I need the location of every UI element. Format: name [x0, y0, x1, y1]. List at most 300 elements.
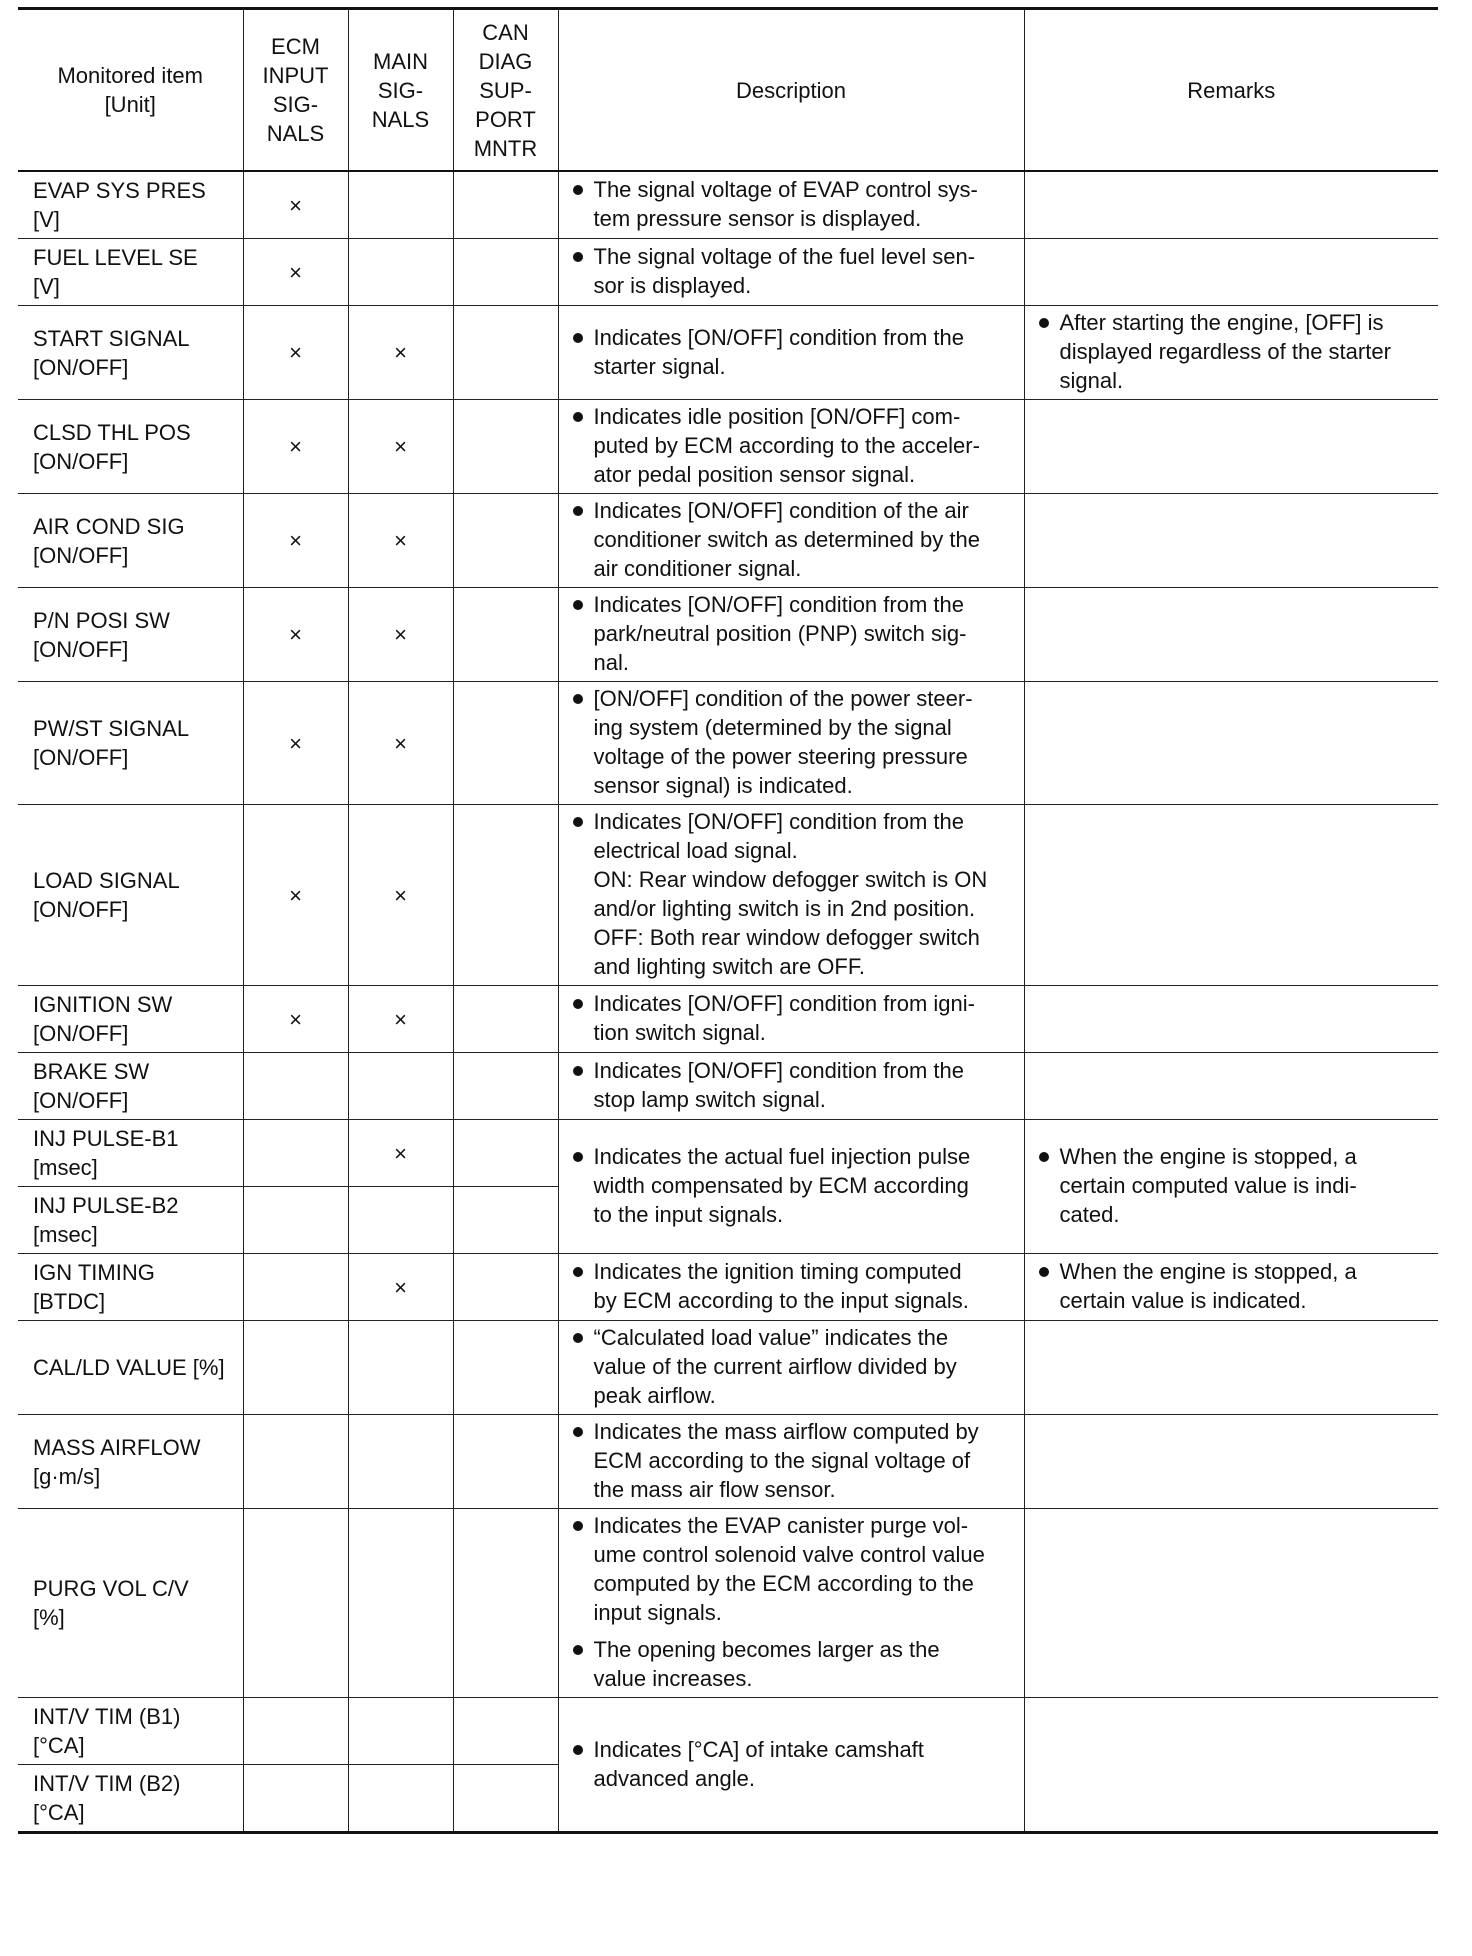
can-diag-cell: [453, 1509, 558, 1698]
text-line: puted by ECM according to the acceler-: [593, 433, 980, 458]
text-line: and/or lighting switch is in 2nd position.: [593, 896, 976, 921]
table-row: [18, 1415, 1438, 1509]
text-line: [%]: [33, 1605, 65, 1630]
text-line: INT/V TIM (B2): [33, 1771, 181, 1796]
description-bullet: [573, 1417, 1012, 1504]
main-signal-cell: [348, 1120, 453, 1187]
table-row: [18, 1698, 1438, 1765]
can-diag-cell: [453, 494, 558, 588]
text-line: Indicates the mass airflow computed by: [593, 1419, 979, 1444]
remarks-cell: [1024, 986, 1438, 1053]
description-bullet: [573, 1511, 1012, 1627]
text-line: value of the current airflow divided by: [593, 1354, 957, 1379]
text-line: LOAD SIGNAL: [33, 868, 180, 893]
text-line: PORT: [475, 106, 536, 132]
description-bullet: [573, 807, 1012, 981]
main-signal-cell: [348, 1698, 453, 1765]
text-line: [g·m/s]: [33, 1463, 101, 1489]
text-line: When the engine is stopped, a: [1059, 1259, 1357, 1284]
text-line: certain value is indicated.: [1059, 1288, 1307, 1313]
description-cell: [558, 1120, 1024, 1254]
description-bullet: [573, 684, 1012, 800]
description-cell: [558, 1321, 1024, 1415]
description-bullet: [573, 402, 1012, 489]
remarks-text: [1060, 308, 1427, 395]
text-line: [msec]: [33, 1222, 98, 1247]
monitor-table-sheet: [18, 7, 1438, 1834]
monitored-item-cell: [18, 494, 243, 588]
description-bullet: [573, 1323, 1012, 1410]
bullet-dot: [573, 185, 583, 195]
monitored-items-table: [18, 7, 1438, 1834]
main-signal-cell: [348, 306, 453, 400]
ecm-input-cell: [243, 171, 348, 239]
description-cell: [558, 171, 1024, 239]
text-line: INJ PULSE-B2: [33, 1193, 179, 1218]
description-text: [594, 402, 1012, 489]
main-signal-mark: ×: [394, 434, 407, 459]
monitored-item-cell: [18, 1415, 243, 1509]
text-line: electrical load signal.: [593, 838, 798, 863]
ecm-input-cell: [243, 682, 348, 805]
ecm-input-cell: [243, 1765, 348, 1833]
text-line: CLSD THL POS: [33, 419, 191, 445]
bullet-dot: [573, 1267, 583, 1277]
text-line: nal.: [593, 650, 629, 675]
can-diag-cell: [453, 986, 558, 1053]
text-line: [ON/OFF]: [33, 1088, 129, 1113]
text-line: IGN TIMING: [33, 1260, 155, 1285]
ecm-input-cell: [243, 1509, 348, 1698]
text-line: Indicates idle position [ON/OFF] com-: [593, 404, 961, 429]
text-line: advanced angle.: [593, 1765, 755, 1791]
description-bullet: [573, 1257, 1012, 1315]
can-diag-cell: [453, 1698, 558, 1765]
ecm-input-cell: [243, 306, 348, 400]
bullet-dot: [573, 1521, 583, 1531]
text-line: OFF: Both rear window defogger switch: [593, 925, 980, 950]
main-signal-cell: [348, 400, 453, 494]
text-line: Indicates [ON/OFF] condition from the: [593, 809, 964, 834]
text-line: [ON/OFF]: [33, 897, 129, 922]
description-cell: [558, 1254, 1024, 1321]
monitored-item-cell: [18, 588, 243, 682]
description-bullet: [573, 496, 1012, 583]
text-line: ECM according to the signal voltage of: [593, 1448, 971, 1473]
monitored-item-cell: [18, 1053, 243, 1120]
text-line: by ECM according to the input signals.: [593, 1288, 969, 1313]
monitored-item-cell: [18, 986, 243, 1053]
text-line: SIG-: [272, 92, 319, 117]
text-line: Indicates the EVAP canister purge vol-: [593, 1513, 969, 1538]
ecm-input-cell: [243, 239, 348, 306]
ecm-input-cell: [243, 588, 348, 682]
ecm-input-mark: ×: [289, 192, 302, 218]
description-text: [594, 496, 1012, 583]
table-row: [18, 1254, 1438, 1321]
text-line: EVAP SYS PRES: [33, 178, 206, 203]
description-text: [594, 1323, 1012, 1410]
main-signal-cell: [348, 1053, 453, 1120]
text-line: starter signal.: [593, 353, 726, 379]
description-cell: [558, 682, 1024, 805]
description-cell: [558, 588, 1024, 682]
remarks-cell: [1024, 494, 1438, 588]
text-line: park/neutral position (PNP) switch sig-: [593, 621, 967, 646]
monitored-item-cell: [18, 1254, 243, 1321]
main-signal-cell: [348, 1415, 453, 1509]
text-line: the mass air flow sensor.: [593, 1477, 836, 1502]
ecm-input-cell: [243, 1187, 348, 1254]
text-line: [ON/OFF]: [33, 745, 129, 770]
remarks-text: [1060, 1257, 1427, 1315]
text-line: Indicates the actual fuel injection pulse: [593, 1144, 971, 1169]
text-line: PURG VOL C/V: [33, 1576, 189, 1601]
main-signal-cell: [348, 1321, 453, 1415]
can-diag-cell: [453, 1187, 558, 1254]
table-row: [18, 400, 1438, 494]
description-bullet: [573, 175, 1012, 233]
description-text: [594, 989, 1012, 1047]
can-diag-cell: [453, 1053, 558, 1120]
text-line: [V]: [33, 207, 60, 232]
ecm-input-cell: [243, 494, 348, 588]
remarks-cell: [1024, 1053, 1438, 1120]
header-remarks: Remarks: [1024, 9, 1438, 172]
ecm-input-mark: ×: [289, 622, 302, 647]
can-diag-cell: [453, 682, 558, 805]
main-signal-cell: [348, 588, 453, 682]
main-signal-mark: ×: [394, 882, 407, 908]
monitored-item-cell: [18, 306, 243, 400]
ecm-input-cell: [243, 1053, 348, 1120]
remarks-bullet: [1039, 1257, 1427, 1315]
ecm-input-mark: ×: [289, 730, 302, 756]
monitored-item-cell: [18, 1765, 243, 1833]
description-text: [594, 807, 1012, 981]
bullet-dot: [573, 1333, 583, 1343]
text-line: [ON/OFF]: [33, 636, 129, 662]
description-cell: [558, 306, 1024, 400]
monitored-item-cell: [18, 400, 243, 494]
description-bullet: [573, 1735, 1012, 1793]
text-line: [BTDC]: [33, 1289, 106, 1314]
ecm-input-mark: ×: [289, 434, 302, 459]
main-signal-cell: [348, 1187, 453, 1254]
text-line: and lighting switch are OFF.: [593, 954, 865, 979]
description-text: [594, 1257, 1012, 1315]
text-line: DIAG: [478, 48, 533, 74]
text-line: sor is displayed.: [593, 273, 752, 298]
bullet-dot: [573, 1066, 583, 1076]
table-row: [18, 1321, 1438, 1415]
text-line: CAN: [482, 19, 529, 45]
bullet-dot: [1039, 318, 1049, 328]
remarks-cell: [1024, 400, 1438, 494]
description-bullet: [573, 989, 1012, 1047]
text-line: [ON/OFF] condition of the power steer-: [593, 686, 973, 711]
ecm-input-cell: [243, 1698, 348, 1765]
description-cell: [558, 1053, 1024, 1120]
text-line: air conditioner signal.: [593, 556, 802, 581]
description-text: [594, 323, 1012, 381]
description-text: [594, 1056, 1012, 1114]
text-line: certain computed value is indi-: [1059, 1173, 1357, 1198]
monitored-item-cell: [18, 682, 243, 805]
text-line: [°CA]: [33, 1733, 85, 1758]
description-text: [594, 590, 1012, 677]
main-signal-mark: ×: [394, 340, 407, 365]
header-can-diag-support-mntr: [453, 9, 558, 172]
bullet-dot: [573, 1152, 583, 1162]
table-body: [18, 171, 1438, 1833]
text-line: SUP-: [479, 77, 532, 103]
text-line: displayed regardless of the starter: [1059, 339, 1391, 364]
remarks-cell: [1024, 1509, 1438, 1698]
description-text: [594, 1417, 1012, 1504]
description-text: [594, 1511, 1012, 1627]
monitored-item-cell: [18, 239, 243, 306]
text-line: cated.: [1059, 1202, 1120, 1227]
text-line: FUEL LEVEL SE: [33, 245, 198, 270]
header-ecm-input-signals: [243, 9, 348, 172]
description-cell: [558, 400, 1024, 494]
header-description: Description: [558, 9, 1024, 172]
main-signal-mark: ×: [394, 730, 407, 756]
bullet-dot: [573, 600, 583, 610]
ecm-input-mark: ×: [289, 340, 302, 365]
can-diag-cell: [453, 1254, 558, 1321]
text-line: ON: Rear window defogger switch is ON: [593, 867, 988, 892]
ecm-input-cell: [243, 1254, 348, 1321]
main-signal-cell: [348, 1254, 453, 1321]
text-line: The opening becomes larger as the: [593, 1637, 940, 1662]
text-line: tem pressure sensor is displayed.: [593, 206, 922, 231]
text-line: voltage of the power steering pressure: [593, 744, 968, 769]
text-line: [ON/OFF]: [33, 1021, 129, 1046]
text-line: Monitored item: [57, 63, 203, 88]
text-line: The signal voltage of EVAP control sys-: [593, 177, 978, 202]
table-row: [18, 805, 1438, 986]
can-diag-cell: [453, 588, 558, 682]
description-bullet: [573, 1635, 1012, 1693]
description-text: [594, 1735, 1012, 1793]
can-diag-cell: [453, 400, 558, 494]
text-line: NALS: [371, 106, 430, 132]
text-line: CAL/LD VALUE [%]: [33, 1355, 225, 1380]
header-monitored-item: [18, 9, 243, 172]
ecm-input-mark: ×: [289, 259, 302, 285]
table-row: [18, 1120, 1438, 1187]
description-bullet: [573, 242, 1012, 300]
text-line: Indicates the ignition timing computed: [593, 1259, 962, 1284]
text-line: [Unit]: [104, 92, 156, 117]
text-line: Indicates [°CA] of intake camshaft: [593, 1736, 924, 1762]
remarks-cell: [1024, 1120, 1438, 1254]
description-bullet: [573, 1056, 1012, 1114]
text-line: input signals.: [593, 1600, 722, 1625]
header-main-signals: [348, 9, 453, 172]
monitored-item-cell: [18, 1187, 243, 1254]
text-line: [ON/OFF]: [33, 448, 129, 474]
bullet-dot: [573, 1745, 583, 1755]
text-line: width compensated by ECM according: [593, 1173, 969, 1198]
description-cell: [558, 494, 1024, 588]
remarks-cell: [1024, 1254, 1438, 1321]
text-line: BRAKE SW: [33, 1059, 150, 1084]
text-line: [ON/OFF]: [33, 542, 129, 568]
text-line: Indicates [ON/OFF] condition from the: [593, 324, 964, 350]
table-row: [18, 239, 1438, 306]
text-line: ing system (determined by the signal: [593, 715, 952, 740]
can-diag-cell: [453, 1120, 558, 1187]
remarks-bullet: [1039, 308, 1427, 395]
description-cell: [558, 1698, 1024, 1833]
bullet-dot: [573, 333, 583, 343]
text-line: [msec]: [33, 1155, 98, 1180]
text-line: to the input signals.: [593, 1202, 784, 1227]
bullet-dot: [573, 252, 583, 262]
monitored-item-cell: [18, 805, 243, 986]
monitored-item-cell: [18, 171, 243, 239]
monitored-item-cell: [18, 1321, 243, 1415]
text-line: START SIGNAL: [33, 325, 190, 351]
main-signal-cell: [348, 805, 453, 986]
description-text: [594, 1142, 1012, 1229]
text-line: When the engine is stopped, a: [1059, 1144, 1357, 1169]
remarks-cell: [1024, 805, 1438, 986]
text-line: stop lamp switch signal.: [593, 1087, 826, 1112]
table-row: [18, 306, 1438, 400]
bullet-dot: [573, 412, 583, 422]
can-diag-cell: [453, 239, 558, 306]
ecm-input-mark: ×: [289, 882, 302, 908]
table-header-row: [18, 9, 1438, 172]
can-diag-cell: [453, 306, 558, 400]
bullet-dot: [573, 1427, 583, 1437]
text-line: IGNITION SW: [33, 992, 173, 1017]
can-diag-cell: [453, 1765, 558, 1833]
text-line: MNTR: [473, 135, 538, 161]
main-signal-cell: [348, 239, 453, 306]
text-line: SIG-: [377, 77, 424, 103]
description-bullet: [573, 1142, 1012, 1229]
description-cell: [558, 986, 1024, 1053]
description-text: [594, 684, 1012, 800]
text-line: AIR COND SIG: [33, 513, 185, 539]
bullet-dot: [1039, 1267, 1049, 1277]
description-cell: [558, 805, 1024, 986]
description-text: [594, 1635, 1012, 1693]
main-signal-cell: [348, 682, 453, 805]
table-row: [18, 494, 1438, 588]
description-cell: [558, 1509, 1024, 1698]
bullet-dot: [573, 506, 583, 516]
main-signal-cell: [348, 1509, 453, 1698]
text-line: MAIN: [373, 48, 428, 74]
text-line: NALS: [266, 121, 325, 146]
bullet-dot: [573, 694, 583, 704]
text-line: ator pedal position sensor signal.: [593, 462, 916, 487]
main-signal-mark: ×: [394, 1006, 407, 1032]
remarks-cell: [1024, 239, 1438, 306]
remarks-cell: [1024, 1698, 1438, 1833]
text-line: INPUT: [262, 63, 329, 88]
text-line: MASS AIRFLOW: [33, 1434, 201, 1460]
text-line: Indicates [ON/OFF] condition of the air: [593, 498, 969, 523]
main-signal-cell: [348, 171, 453, 239]
bullet-dot: [1039, 1152, 1049, 1162]
remarks-cell: [1024, 1321, 1438, 1415]
remarks-cell: [1024, 588, 1438, 682]
text-line: [°CA]: [33, 1800, 85, 1825]
text-line: The signal voltage of the fuel level sen-: [593, 244, 976, 269]
text-line: sensor signal) is indicated.: [593, 773, 853, 798]
monitored-item-cell: [18, 1509, 243, 1698]
text-line: signal.: [1059, 368, 1124, 393]
table-row: [18, 1053, 1438, 1120]
ecm-input-cell: [243, 1321, 348, 1415]
text-line: Indicates [ON/OFF] condition from the: [593, 1058, 964, 1083]
main-signal-cell: [348, 494, 453, 588]
table-row: [18, 986, 1438, 1053]
main-signal-mark: ×: [394, 1274, 407, 1300]
bullet-dot: [573, 1645, 583, 1655]
remarks-cell: [1024, 306, 1438, 400]
ecm-input-mark: ×: [289, 1006, 302, 1032]
table-row: [18, 1509, 1438, 1698]
text-line: “Calculated load value” indicates the: [593, 1325, 949, 1350]
ecm-input-cell: [243, 400, 348, 494]
text-line: value increases.: [593, 1666, 753, 1691]
bullet-dot: [573, 999, 583, 1009]
main-signal-cell: [348, 986, 453, 1053]
description-bullet: [573, 590, 1012, 677]
ecm-input-cell: [243, 986, 348, 1053]
text-line: [ON/OFF]: [33, 354, 129, 380]
text-line: conditioner switch as determined by the: [593, 527, 980, 552]
table-row: [18, 171, 1438, 239]
text-line: INT/V TIM (B1): [33, 1704, 181, 1729]
text-line: After starting the engine, [OFF] is: [1059, 310, 1384, 335]
description-text: [594, 242, 1012, 300]
ecm-input-cell: [243, 1415, 348, 1509]
description-text: [594, 175, 1012, 233]
main-signal-cell: [348, 1765, 453, 1833]
text-line: ume control solenoid valve control value: [593, 1542, 985, 1567]
table-row: [18, 588, 1438, 682]
text-line: [V]: [33, 274, 60, 299]
text-line: computed by the ECM according to the: [593, 1571, 974, 1596]
ecm-input-mark: ×: [289, 528, 302, 553]
monitored-item-cell: [18, 1698, 243, 1765]
description-cell: [558, 239, 1024, 306]
main-signal-mark: ×: [394, 1140, 407, 1166]
remarks-text: [1060, 1142, 1427, 1229]
text-line: tion switch signal.: [593, 1020, 766, 1045]
main-signal-mark: ×: [394, 622, 407, 647]
can-diag-cell: [453, 171, 558, 239]
can-diag-cell: [453, 1415, 558, 1509]
remarks-cell: [1024, 682, 1438, 805]
table-row: [18, 682, 1438, 805]
text-line: Indicates [ON/OFF] condition from igni-: [593, 991, 975, 1016]
description-cell: [558, 1415, 1024, 1509]
can-diag-cell: [453, 1321, 558, 1415]
remarks-cell: [1024, 171, 1438, 239]
bullet-dot: [573, 817, 583, 827]
text-line: ECM: [271, 34, 320, 59]
